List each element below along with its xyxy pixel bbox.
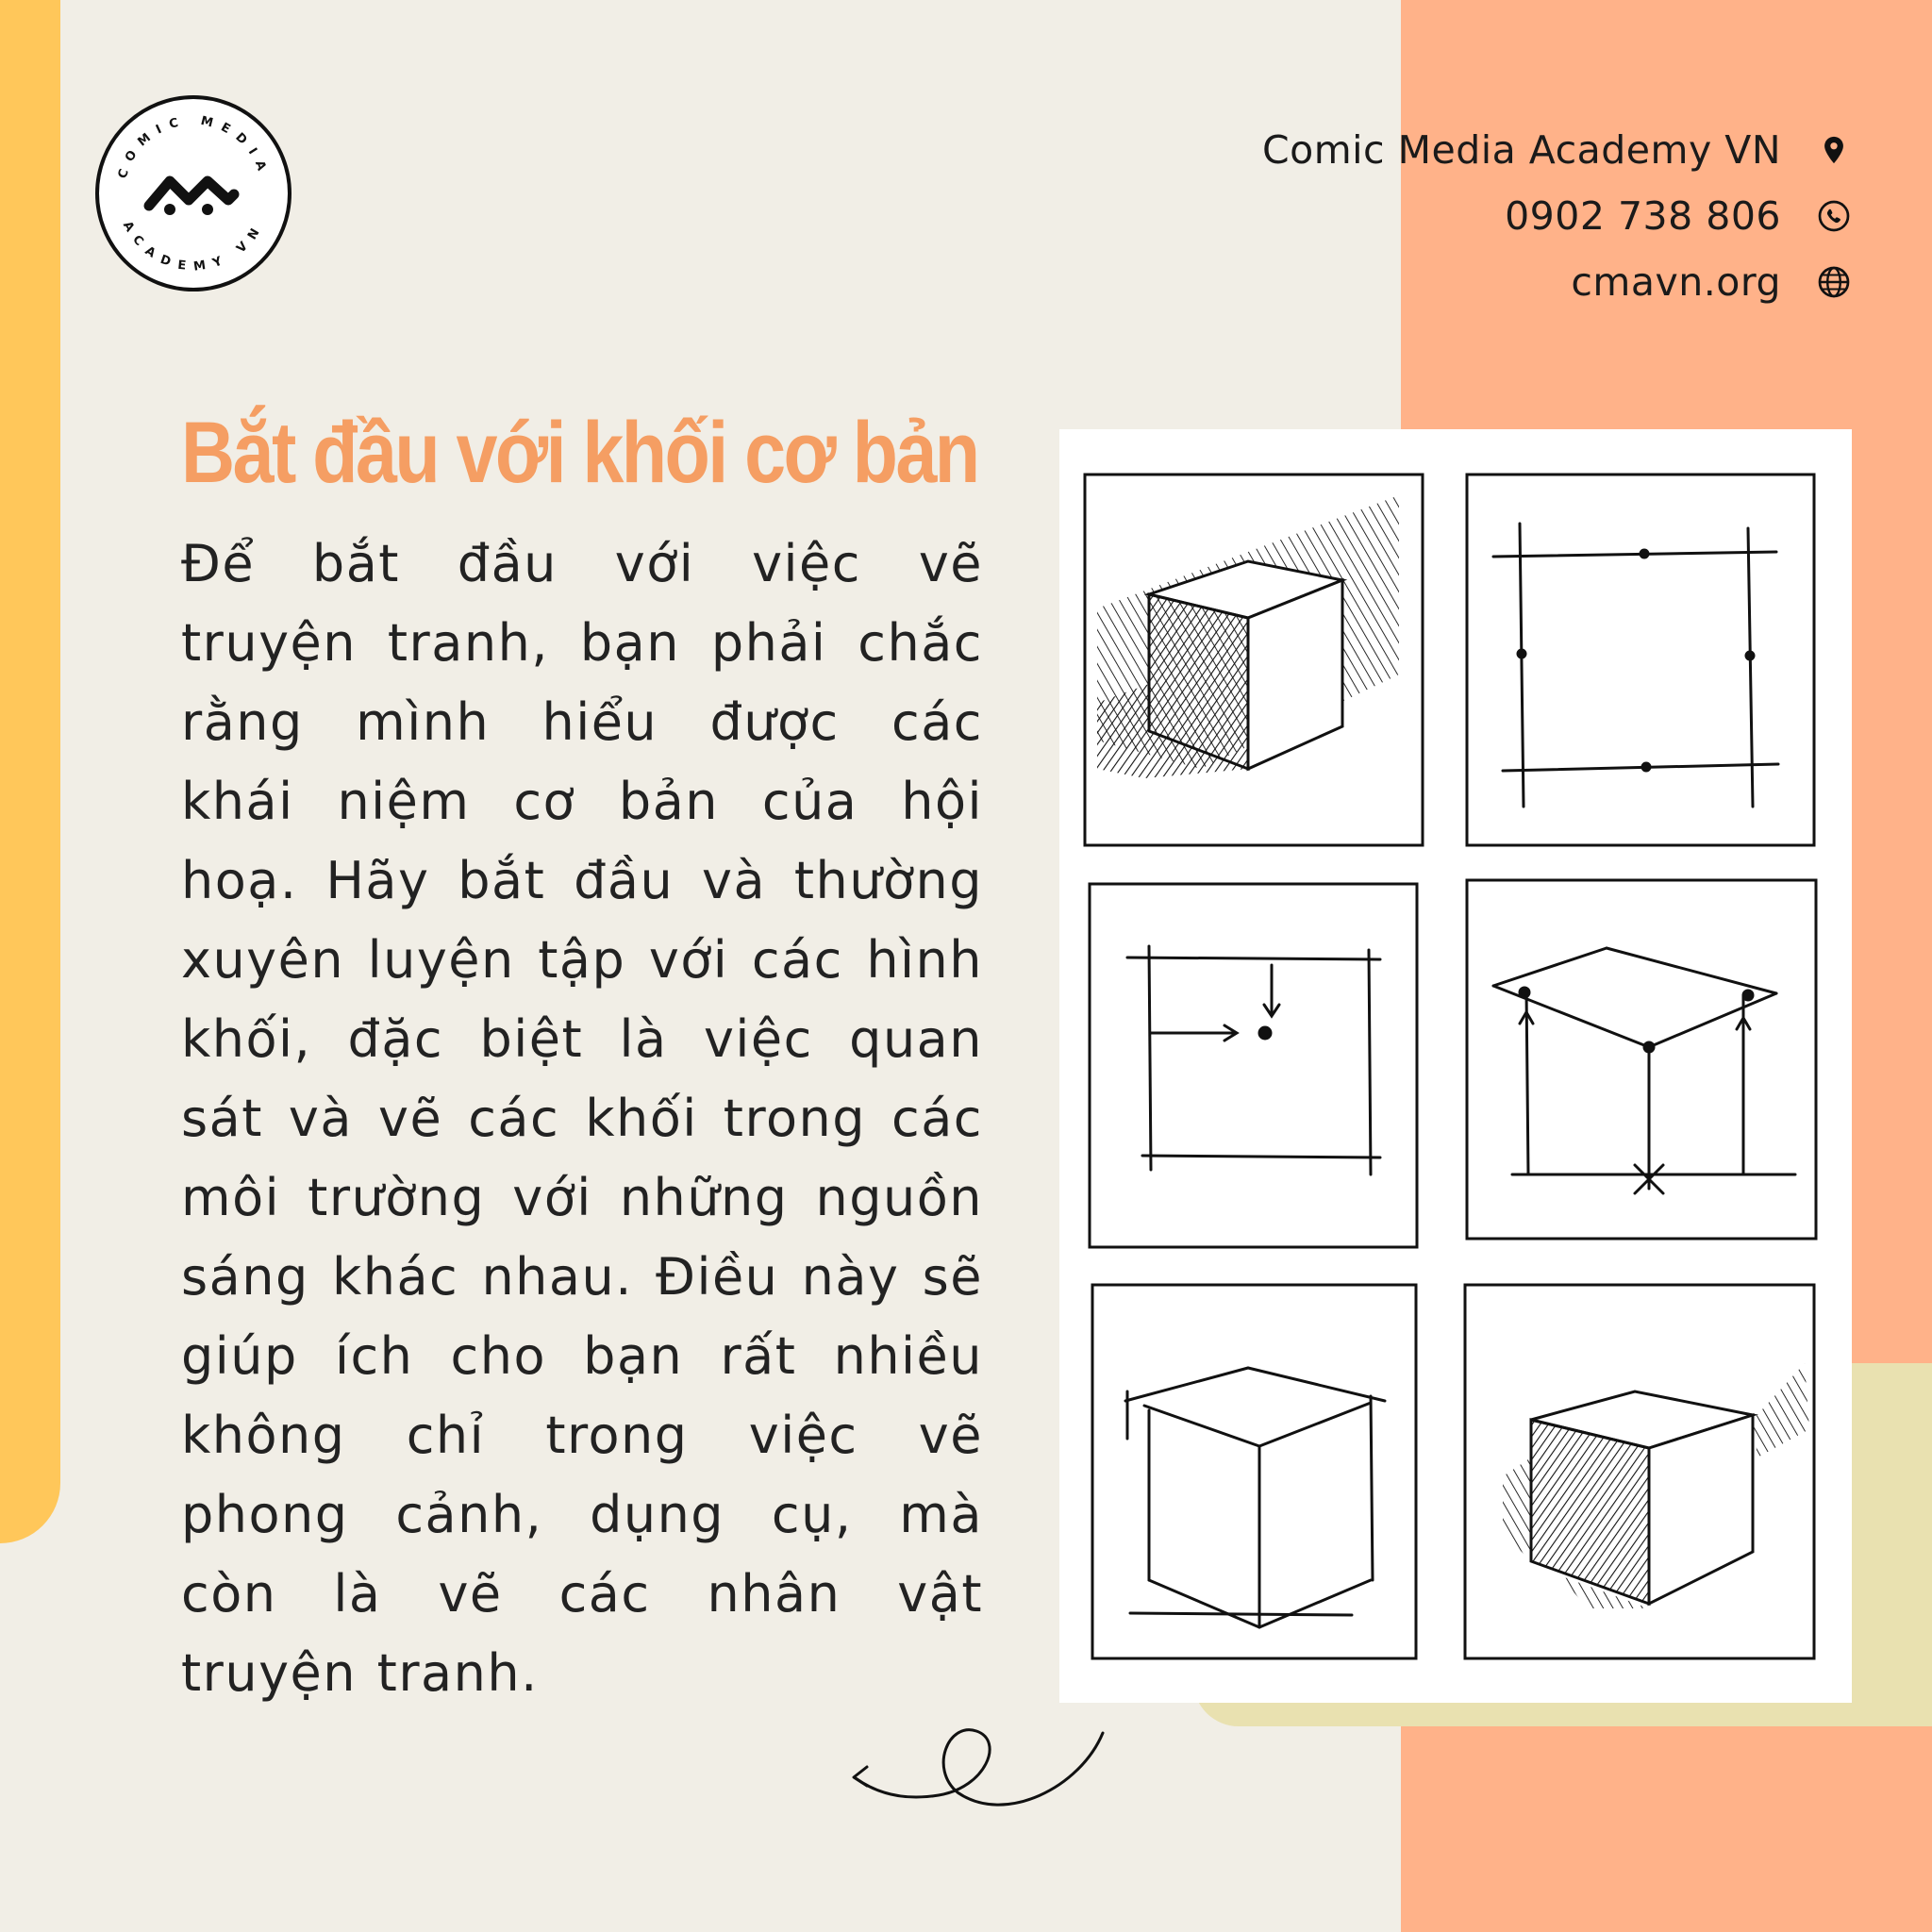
yellow-side-strip (0, 0, 60, 1543)
contact-row-phone (1262, 183, 1855, 249)
phone-number[interactable]: 0902 738 806 (1505, 193, 1781, 239)
academy-name: Comic Media Academy VN (1262, 127, 1781, 173)
body-paragraph: Để bắt đầu với việc vẽ truyện tranh, bạn phải chắc rằng mình hiểu được các khái niệm cơ bản của hội hoạ. Hãy bắt đầu và thường xuyên luyện tập với các hình khối, đặc biệt là việc quan sát và vẽ các khối trong các môi trường với những nguồn sáng khác nhau. Điều này sẽ giúp ích cho bạn rất nhiều không chỉ trong việc vẽ phong cảnh, dụng cụ, mà còn là vẽ các nhân vật truyện tranh. (181, 534, 983, 1703)
logo-text-bottom: ACADEMY VN (119, 219, 268, 275)
globe-icon (1813, 261, 1855, 303)
phone-icon (1813, 195, 1855, 237)
cube-drawing-steps-illustration (1059, 429, 1852, 1703)
decorative-swirl-arrow (844, 1712, 1118, 1821)
logo-text-top: COMIC MEDIA (115, 113, 272, 181)
brand-logo (94, 94, 292, 292)
website-link[interactable]: cmavn.org (1571, 259, 1781, 305)
contact-block (1262, 117, 1855, 315)
location-pin-icon (1813, 129, 1855, 171)
page-title: Bắt đầu với khối cơ bản (181, 405, 978, 501)
contact-row-website (1262, 249, 1855, 315)
contact-row-address (1262, 117, 1855, 183)
